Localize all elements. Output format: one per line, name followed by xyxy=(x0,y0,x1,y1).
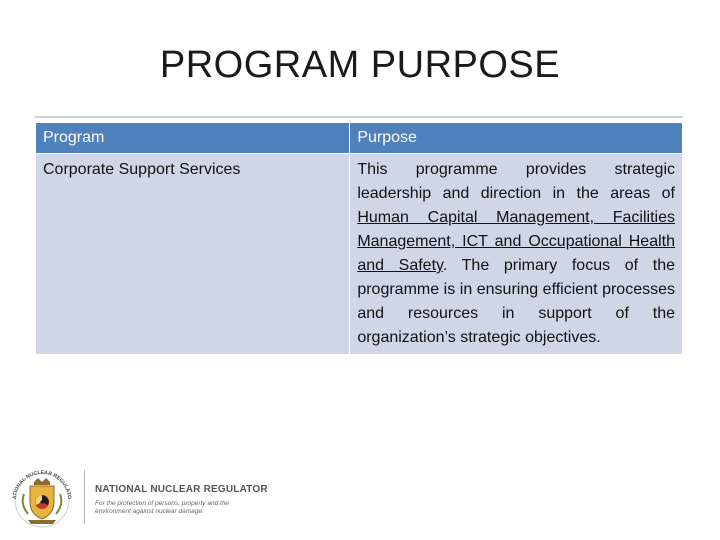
logo-ring-text: ATIONAL NUCLEAR REGULATO xyxy=(11,469,73,500)
purpose-focus-areas: Human Capital Management, Facilities Management, ICT and Occupational Health and Safety xyxy=(357,209,675,274)
table-row xyxy=(36,154,683,355)
slide-title: PROGRAM PURPOSE xyxy=(159,44,561,86)
header-purpose: Purpose xyxy=(350,123,683,154)
nnr-emblem-icon xyxy=(6,466,78,528)
cell-purpose xyxy=(350,154,683,355)
program-purpose-table xyxy=(35,122,683,355)
title-divider xyxy=(35,116,683,118)
org-tagline: For the protection of persons, property and the environment against nuclear damage. xyxy=(95,500,230,515)
header-program: Program xyxy=(36,123,350,154)
purpose-intro: This programme provides strategic leadership and direction in the areas of xyxy=(357,161,675,202)
table-header-row xyxy=(36,123,683,154)
purpose-outro: . The primary focus of the programme is in ensuring efficient processes and resources in support of the organization’s strategic objectives. xyxy=(357,257,676,346)
footer-divider xyxy=(84,470,85,524)
purpose-text xyxy=(357,158,675,350)
cell-program: Corporate Support Services xyxy=(36,154,350,355)
org-name: NATIONAL NUCLEAR REGULATOR xyxy=(95,484,268,495)
